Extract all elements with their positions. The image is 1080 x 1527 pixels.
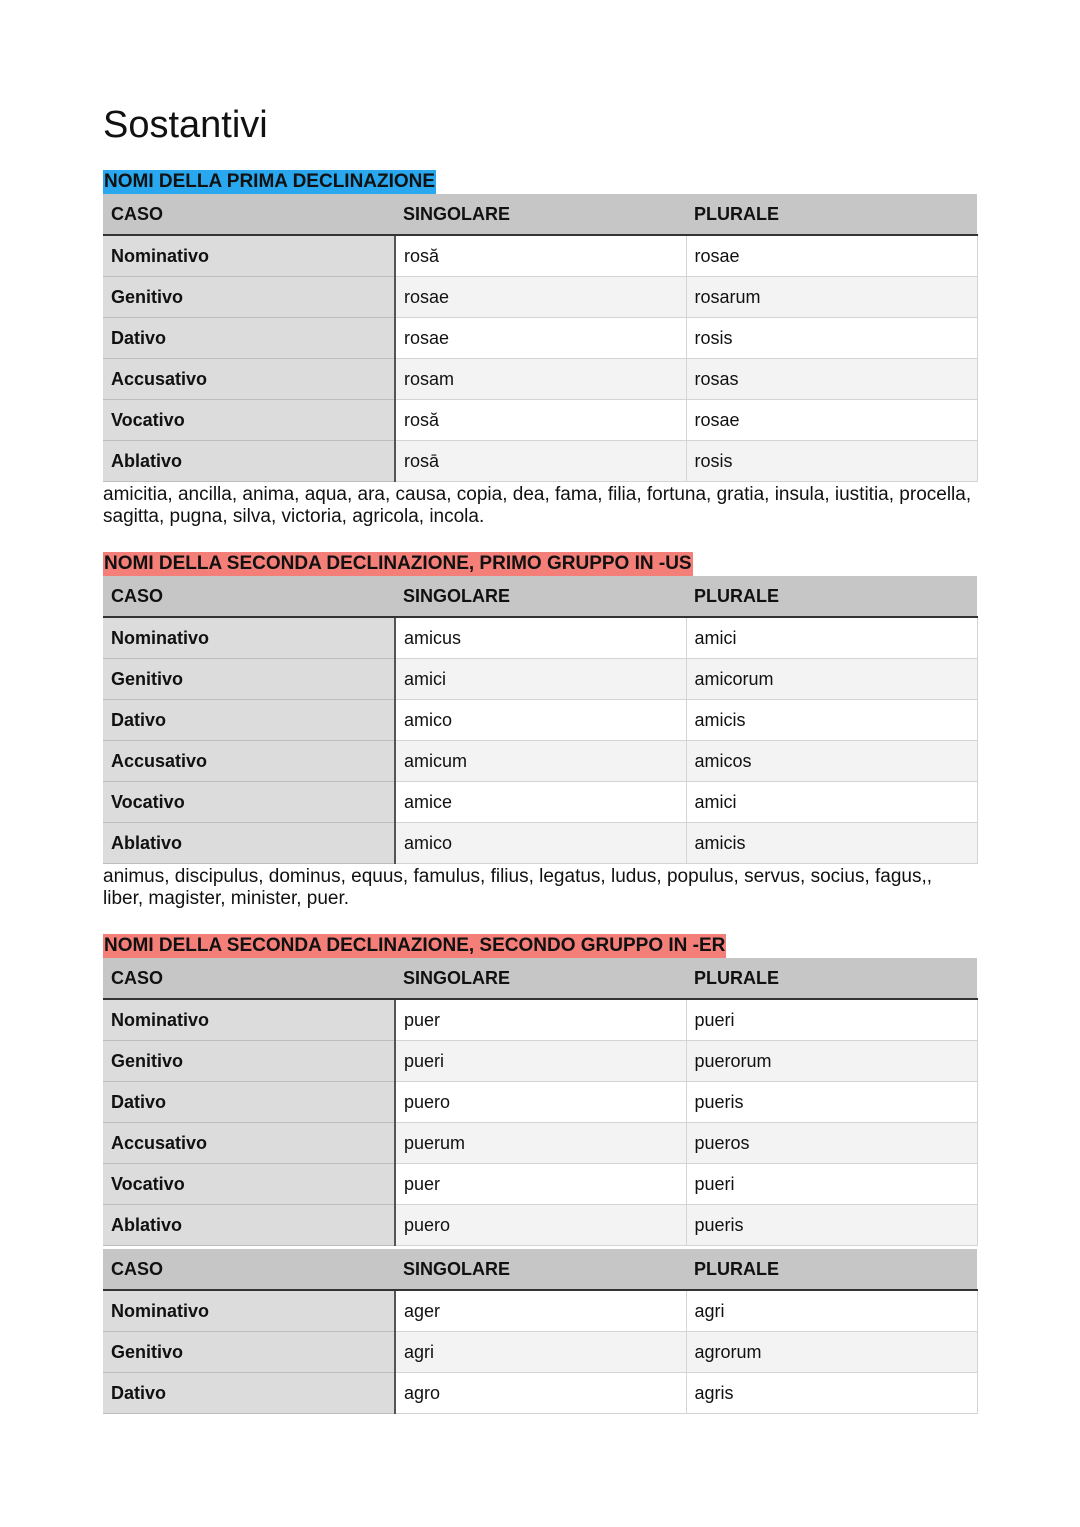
section-heading: NOMI DELLA PRIMA DECLINAZIONE: [104, 171, 436, 192]
table-row: [103, 1041, 977, 1082]
singular-cell: amici: [395, 659, 686, 700]
case-cell: Genitivo: [103, 1041, 395, 1082]
header-case: CASO: [103, 576, 395, 617]
singular-cell: rosă: [395, 400, 686, 441]
case-cell: Nominativo: [103, 999, 395, 1041]
plural-cell: rosis: [686, 318, 977, 359]
table-row: [103, 741, 977, 782]
case-cell: Accusativo: [103, 741, 395, 782]
case-cell: Ablativo: [103, 1205, 395, 1246]
case-cell: Ablativo: [103, 441, 395, 482]
plural-cell: rosas: [686, 359, 977, 400]
table-row: [103, 617, 977, 659]
declension-table-ager: [103, 1249, 978, 1414]
plural-cell: pueros: [686, 1123, 977, 1164]
table-header-row: [103, 958, 977, 999]
singular-cell: amico: [395, 700, 686, 741]
table-row: [103, 782, 977, 823]
header-singular: SINGOLARE: [395, 958, 686, 999]
singular-cell: puero: [395, 1082, 686, 1123]
table-row: [103, 700, 977, 741]
table-row: [103, 1123, 977, 1164]
plural-cell: puerorum: [686, 1041, 977, 1082]
header-case: CASO: [103, 1249, 395, 1290]
case-cell: Nominativo: [103, 1290, 395, 1332]
singular-cell: agri: [395, 1332, 686, 1373]
table-row: [103, 659, 977, 700]
header-plural: PLURALE: [686, 194, 977, 235]
plural-cell: pueris: [686, 1205, 977, 1246]
table-row: [103, 400, 977, 441]
table-row: [103, 1205, 977, 1246]
singular-cell: pueri: [395, 1041, 686, 1082]
table-header-row: [103, 576, 977, 617]
table-row: [103, 999, 977, 1041]
header-plural: PLURALE: [686, 958, 977, 999]
case-cell: Ablativo: [103, 823, 395, 864]
plural-cell: amici: [686, 617, 977, 659]
case-cell: Vocativo: [103, 400, 395, 441]
plural-cell: agris: [686, 1373, 977, 1414]
header-singular: SINGOLARE: [395, 194, 686, 235]
case-cell: Genitivo: [103, 277, 395, 318]
table-row: [103, 318, 977, 359]
header-singular: SINGOLARE: [395, 1249, 686, 1290]
plural-cell: amici: [686, 782, 977, 823]
table-row: [103, 277, 977, 318]
case-cell: Genitivo: [103, 1332, 395, 1373]
singular-cell: amicum: [395, 741, 686, 782]
table-header-row: [103, 1249, 977, 1290]
singular-cell: amico: [395, 823, 686, 864]
singular-cell: rosae: [395, 277, 686, 318]
table-row: [103, 1332, 977, 1373]
header-plural: PLURALE: [686, 1249, 977, 1290]
singular-cell: rosă: [395, 235, 686, 277]
case-cell: Nominativo: [103, 617, 395, 659]
singular-cell: amice: [395, 782, 686, 823]
plural-cell: amicis: [686, 700, 977, 741]
section-first-declension: [103, 170, 977, 528]
plural-cell: agri: [686, 1290, 977, 1332]
header-singular: SINGOLARE: [395, 576, 686, 617]
case-cell: Dativo: [103, 1082, 395, 1123]
table-row: [103, 1082, 977, 1123]
section-heading: NOMI DELLA SECONDA DECLINAZIONE, PRIMO GRUPPO IN -US: [104, 553, 692, 574]
page-title: Sostantivi: [103, 104, 268, 146]
case-cell: Vocativo: [103, 782, 395, 823]
singular-cell: rosae: [395, 318, 686, 359]
plural-cell: amicorum: [686, 659, 977, 700]
singular-cell: puer: [395, 999, 686, 1041]
plural-cell: rosarum: [686, 277, 977, 318]
table-row: [103, 359, 977, 400]
section-second-declension-er: [103, 934, 977, 1414]
singular-cell: ager: [395, 1290, 686, 1332]
case-cell: Genitivo: [103, 659, 395, 700]
plural-cell: rosae: [686, 235, 977, 277]
table-row: [103, 1164, 977, 1205]
plural-cell: pueris: [686, 1082, 977, 1123]
table-header-row: [103, 194, 977, 235]
singular-cell: puerum: [395, 1123, 686, 1164]
singular-cell: agro: [395, 1373, 686, 1414]
table-row: [103, 235, 977, 277]
case-cell: Vocativo: [103, 1164, 395, 1205]
table-row: [103, 1290, 977, 1332]
header-case: CASO: [103, 958, 395, 999]
header-case: CASO: [103, 194, 395, 235]
case-cell: Accusativo: [103, 1123, 395, 1164]
plural-cell: pueri: [686, 1164, 977, 1205]
singular-cell: rosā: [395, 441, 686, 482]
singular-cell: puer: [395, 1164, 686, 1205]
section-second-declension-us: [103, 552, 977, 910]
singular-cell: puero: [395, 1205, 686, 1246]
plural-cell: amicos: [686, 741, 977, 782]
case-cell: Dativo: [103, 318, 395, 359]
table-row: [103, 823, 977, 864]
plural-cell: pueri: [686, 999, 977, 1041]
declension-table: [103, 576, 978, 864]
declension-table: [103, 194, 978, 482]
case-cell: Dativo: [103, 700, 395, 741]
plural-cell: rosis: [686, 441, 977, 482]
singular-cell: rosam: [395, 359, 686, 400]
singular-cell: amicus: [395, 617, 686, 659]
example-nouns: amicitia, ancilla, anima, aqua, ara, causa, copia, dea, fama, filia, fortuna, gratia, insula, iustitia, procella, sagitta, pugna, silva, victoria, agricola, incola.: [103, 484, 972, 527]
example-nouns: animus, discipulus, dominus, equus, famulus, filius, legatus, ludus, populus, servus, socius, fagus,, liber, magister, minister, puer.: [103, 866, 933, 909]
case-cell: Dativo: [103, 1373, 395, 1414]
table-row: [103, 1373, 977, 1414]
case-cell: Nominativo: [103, 235, 395, 277]
plural-cell: rosae: [686, 400, 977, 441]
table-row: [103, 441, 977, 482]
section-heading: NOMI DELLA SECONDA DECLINAZIONE, SECONDO GRUPPO IN -ER: [104, 935, 726, 956]
declension-table: [103, 958, 978, 1246]
plural-cell: amicis: [686, 823, 977, 864]
plural-cell: agrorum: [686, 1332, 977, 1373]
header-plural: PLURALE: [686, 576, 977, 617]
case-cell: Accusativo: [103, 359, 395, 400]
